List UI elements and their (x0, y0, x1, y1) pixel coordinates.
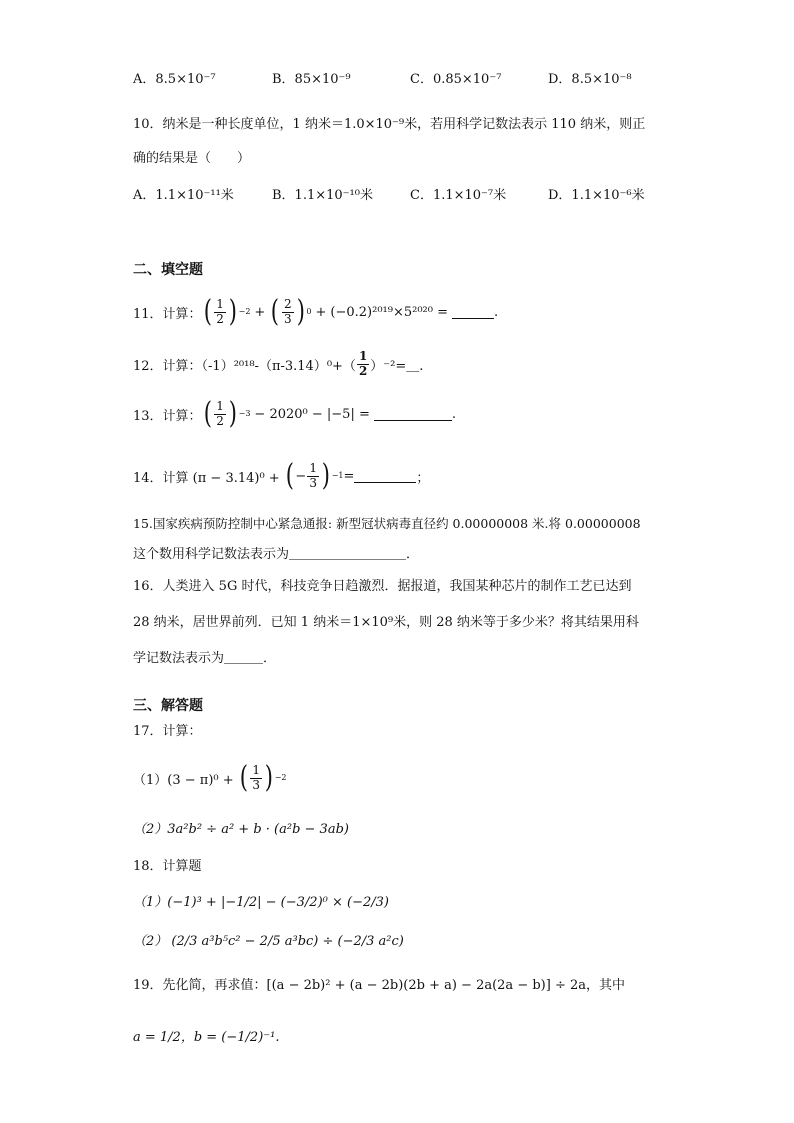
fraction-two-thirds: $\frac{2}{3}$ (284, 297, 292, 326)
q14-answer-blank[interactable] (354, 470, 416, 483)
q10-option-d: D．1.1×10⁻⁶米 (548, 188, 645, 203)
q18-part2: （2） (2/3 a³b⁵c² − 2/5 a³bc) ÷ (−2/3 a²c) (133, 934, 404, 949)
q12-label: 12．计算：（-1）²⁰¹⁸-（π-3.14）⁰+（ (133, 358, 356, 374)
q11-tail: (−0.2)²⁰¹⁹×5²⁰²⁰ = (330, 304, 448, 320)
q16-line3: 学记数法表示为＿＿＿． (133, 651, 277, 666)
section-title-fill-in: 二、填空题 (133, 262, 203, 278)
q18-label: 18．计算题 (133, 859, 202, 874)
q10-option-a: A．1.1×10⁻¹¹米 (133, 188, 234, 203)
q9-option-d: D．8.5×10⁻⁸ (548, 72, 632, 87)
q13-answer-blank[interactable] (374, 408, 452, 421)
fraction-half: $\frac{1}{2}$ (216, 297, 224, 326)
q14-label: 14．计算 (π − 3.14)⁰ + (133, 470, 280, 486)
fraction-third: $\frac{1}{3}$ (309, 461, 317, 490)
q15-line1: 15.国家疾病预防控制中心紧急通报: 新型冠状病毒直径约 0.00000008 米.将 0.00000008 (133, 516, 641, 531)
q9-option-a: A．8.5×10⁻⁷ (133, 72, 216, 87)
q15-line2: 这个数用科学记数法表示为＿＿＿＿＿＿＿＿＿． (133, 547, 420, 562)
q9-option-c: C．0.85×10⁻⁷ (410, 72, 502, 87)
q19-line2: a = 1/2，b = (−1/2)⁻¹. (133, 1030, 280, 1045)
q10-line2: 确的结果是（ ） (133, 151, 251, 166)
question-13: 13．计算： ( $\frac{1}{2}$ ) −3 − 2020⁰ − |−5| = . (133, 396, 456, 431)
q11-answer-blank[interactable] (452, 306, 494, 319)
q16-line2: 28 纳米，居世界前列．已知 1 纳米＝1×10⁹米，则 28 纳米等于多少米？将其结果用科 (133, 615, 639, 630)
q17-part1: （1）(3 − π)⁰ + ( $\frac{1}{3}$ ) −2 (133, 760, 287, 795)
q14-tail: = (343, 468, 355, 484)
q17-part2: （2）3a²b² ÷ a² + b · (a²b − 3ab) (133, 822, 349, 837)
fraction-half-bold: $\frac{1}{2}$ (358, 349, 368, 378)
q10-option-b: B．1.1×10⁻¹⁰米 (272, 188, 373, 203)
fraction-third: $\frac{1}{3}$ (252, 763, 260, 792)
q19-line1: 19．先化简，再求值：[(a − 2b)² + (a − 2b)(2b + a) − 2a(2a − b)] ÷ 2a，其中 (133, 978, 625, 993)
q11-label: 11．计算： (133, 306, 202, 322)
section-title-answer: 三、解答题 (133, 698, 203, 714)
q18-part1: （1）(−1)³ + |−1/2| − (−3/2)⁰ × (−2/3) (133, 895, 389, 910)
q12-tail: ）⁻²=＿. (370, 358, 424, 374)
q10-line1: 10．纳米是一种长度单位，1 纳米＝1.0×10⁻⁹米，若用科学记数法表示 110 纳米，则正 (133, 117, 646, 132)
question-12 (133, 346, 423, 382)
fraction-half: $\frac{1}{2}$ (216, 399, 224, 428)
question-14: 14．计算 (π − 3.14)⁰ + ( − $\frac{1}{3}$ ) −1 = ； (133, 458, 430, 493)
q17-label: 17．计算： (133, 724, 202, 739)
q13-tail: − 2020⁰ − |−5| = (254, 406, 370, 422)
q16-line1: 16．人类进入 5G 时代，科技竞争日趋激烈．据报道，我国某种芯片的制作工艺已达到 (133, 579, 632, 594)
q10-option-c: C．1.1×10⁻⁷米 (410, 188, 507, 203)
question-11: 11．计算： ( $\frac{1}{2}$ ) −2 + ( $\frac{2}{3}$ ) 0 + (−0.2)²⁰¹⁹×5²⁰²⁰ = . (133, 294, 499, 329)
q13-label: 13．计算： (133, 408, 202, 424)
q9-option-b: B．85×10⁻⁹ (272, 72, 351, 87)
q17-part1-text: （1）(3 − π)⁰ + (133, 772, 234, 788)
